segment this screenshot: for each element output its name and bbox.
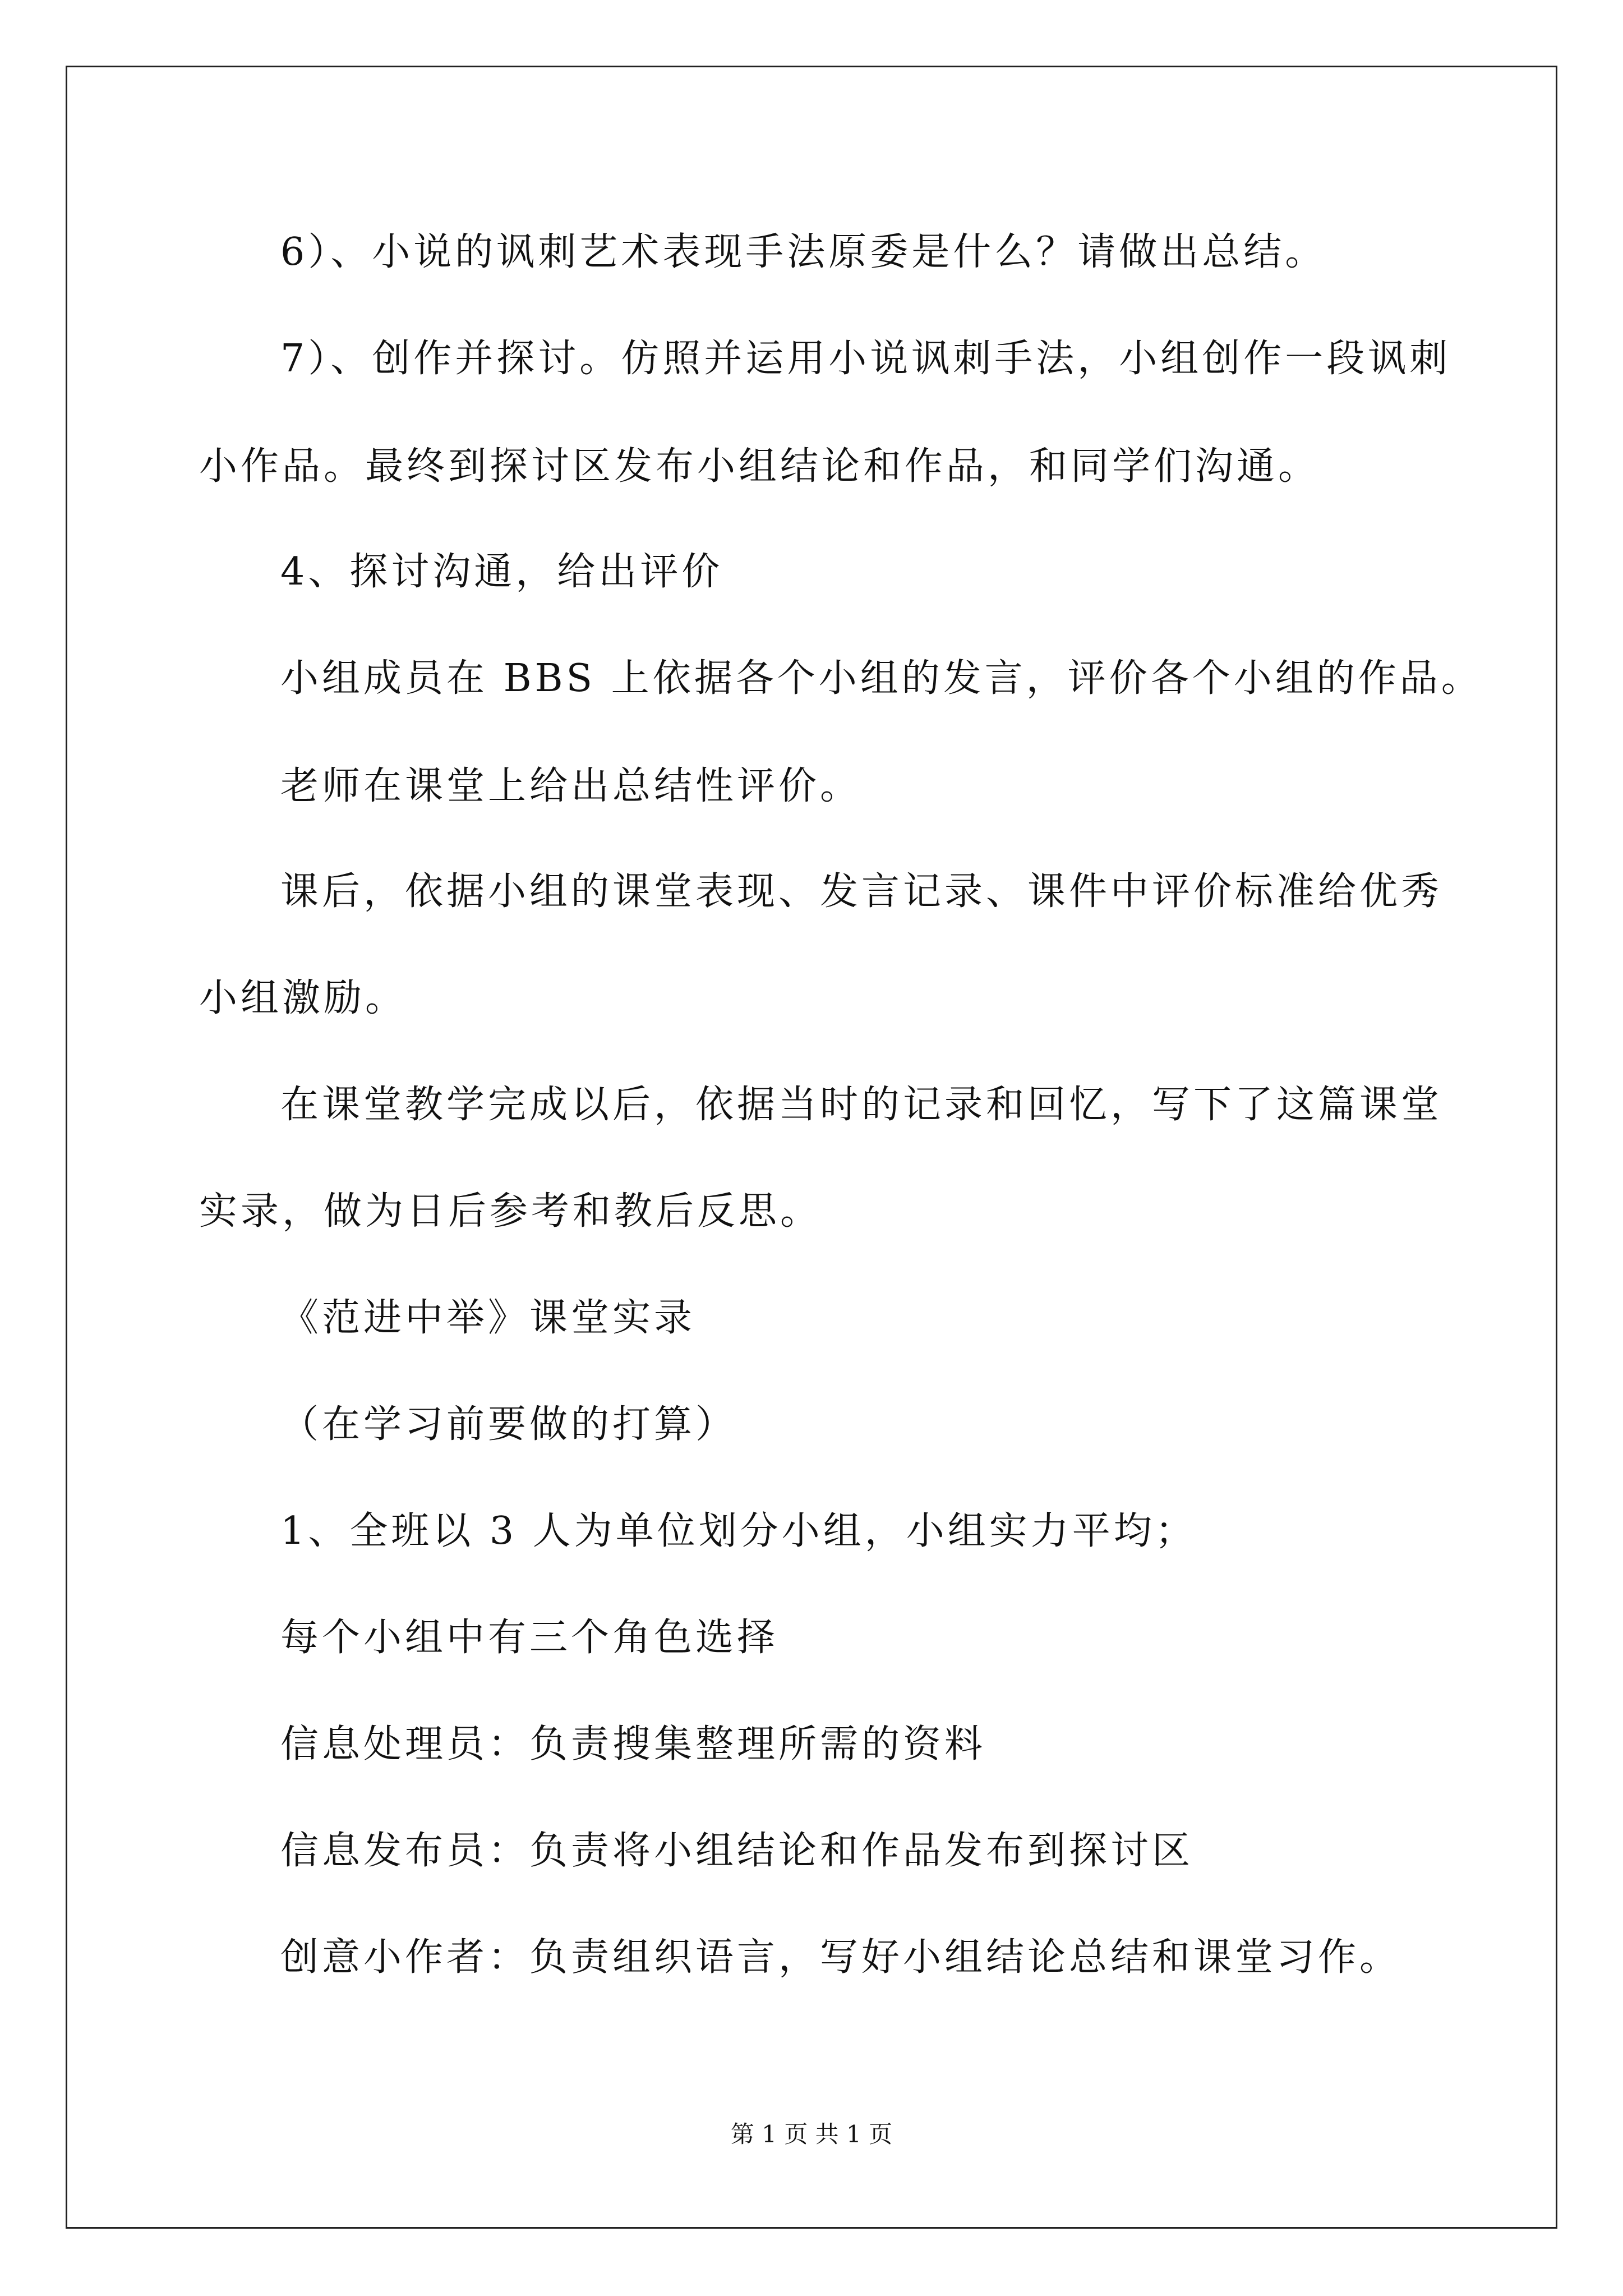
paragraph-line: 创意小作者：负责组织语言，写好小组结论总结和课堂习作。	[280, 1935, 1401, 1980]
paragraph-line: 课后，依据小组的课堂表现、发言记录、课件中评价标准给优秀	[280, 869, 1443, 914]
section-heading: 4、探讨沟通，给出评价	[280, 550, 723, 594]
page-footer: 第 1 页 共 1 页	[730, 2120, 893, 2148]
paragraph-line: 小组激励。	[199, 976, 407, 1020]
paragraph-line: 7）、创作并探讨。仿照并运用小说讽刺手法，小组创作一段讽刺	[280, 337, 1451, 381]
paragraph-line: 小组成员在 BBS 上依据各个小组的发言，评价各个小组的作品。	[280, 656, 1483, 701]
paragraph-line: 信息处理员：负责搜集整理所需的资料	[280, 1722, 986, 1766]
paragraph-line: 每个小组中有三个角色选择	[280, 1616, 779, 1660]
paragraph-line: 信息发布员：负责将小组结论和作品发布到探讨区	[280, 1829, 1194, 1873]
paragraph-line: 小作品。最终到探讨区发布小组结论和作品，和同学们沟通。	[199, 444, 1320, 489]
page-border	[66, 66, 1557, 2229]
paragraph-line: 实录，做为日后参考和教后反思。	[199, 1189, 822, 1234]
paragraph-line: 1、全班以 3 人为单位划分小组，小组实力平均；	[280, 1509, 1197, 1553]
paragraph-line: 6）、小说的讽刺艺术表现手法原委是什么？请做出总结。	[280, 230, 1327, 274]
paragraph-line: 老师在课堂上给出总结性评价。	[280, 764, 862, 808]
section-title: 《范进中举》课堂实录	[280, 1296, 696, 1340]
paragraph-line: （在学习前要做的打算）	[280, 1402, 737, 1447]
paragraph-line: 在课堂教学完成以后，依据当时的记录和回忆，写下了这篇课堂	[280, 1083, 1443, 1127]
